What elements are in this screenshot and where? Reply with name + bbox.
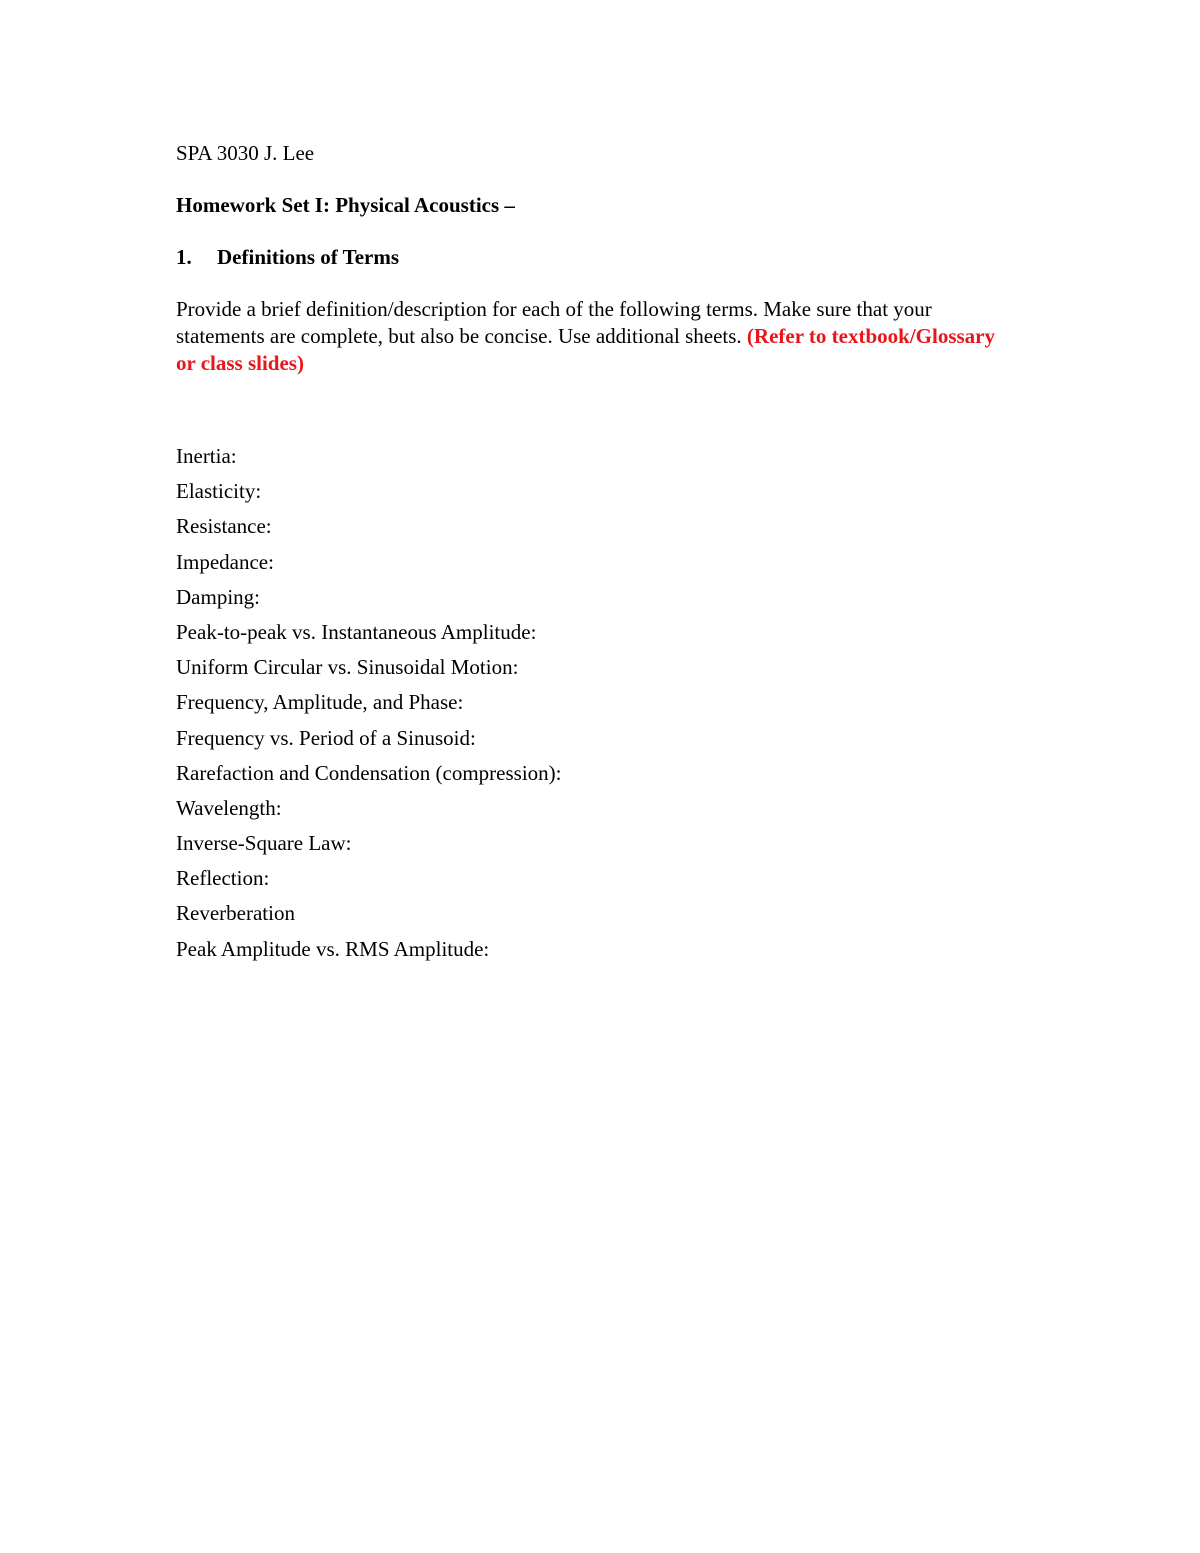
- term-item: Reflection:: [176, 866, 270, 891]
- section-heading: [176, 244, 1026, 271]
- term-item: Rarefaction and Condensation (compression):: [176, 760, 562, 785]
- term-item: Damping:: [176, 584, 260, 609]
- document-body: [176, 140, 1026, 967]
- term-item: Peak Amplitude vs. RMS Amplitude:: [176, 936, 490, 961]
- term-item: Inverse-Square Law:: [176, 831, 352, 856]
- term-item: Peak-to-peak vs. Instantaneous Amplitude:: [176, 619, 537, 644]
- term-item: Impedance:: [176, 549, 274, 574]
- term-item: Uniform Circular vs. Sinusoidal Motion:: [176, 655, 519, 680]
- terms-list: [176, 439, 1026, 967]
- term-item: Elasticity:: [176, 479, 262, 504]
- term-item: Frequency, Amplitude, and Phase:: [176, 690, 464, 715]
- term-item: Resistance:: [176, 514, 272, 539]
- course-header: SPA 3030 J. Lee: [176, 141, 315, 165]
- reference-note: (Refer to textbook/Glossary or class slides): [176, 324, 995, 375]
- term-item: Wavelength:: [176, 795, 282, 820]
- section-title: Definitions of Terms: [217, 245, 400, 269]
- homework-title: Homework Set I: Physical Acoustics –: [176, 193, 515, 217]
- term-item: Frequency vs. Period of a Sinusoid:: [176, 725, 476, 750]
- section-number: 1.: [176, 245, 192, 269]
- term-item: Inertia:: [176, 444, 237, 468]
- term-item: Reverberation: [176, 901, 295, 926]
- instructions-text: Provide a brief definition/description for each of the following terms. Make sure that your statements are complete, but also be concise. Use additional sheets.: [176, 297, 932, 348]
- instructions-paragraph: [176, 296, 996, 377]
